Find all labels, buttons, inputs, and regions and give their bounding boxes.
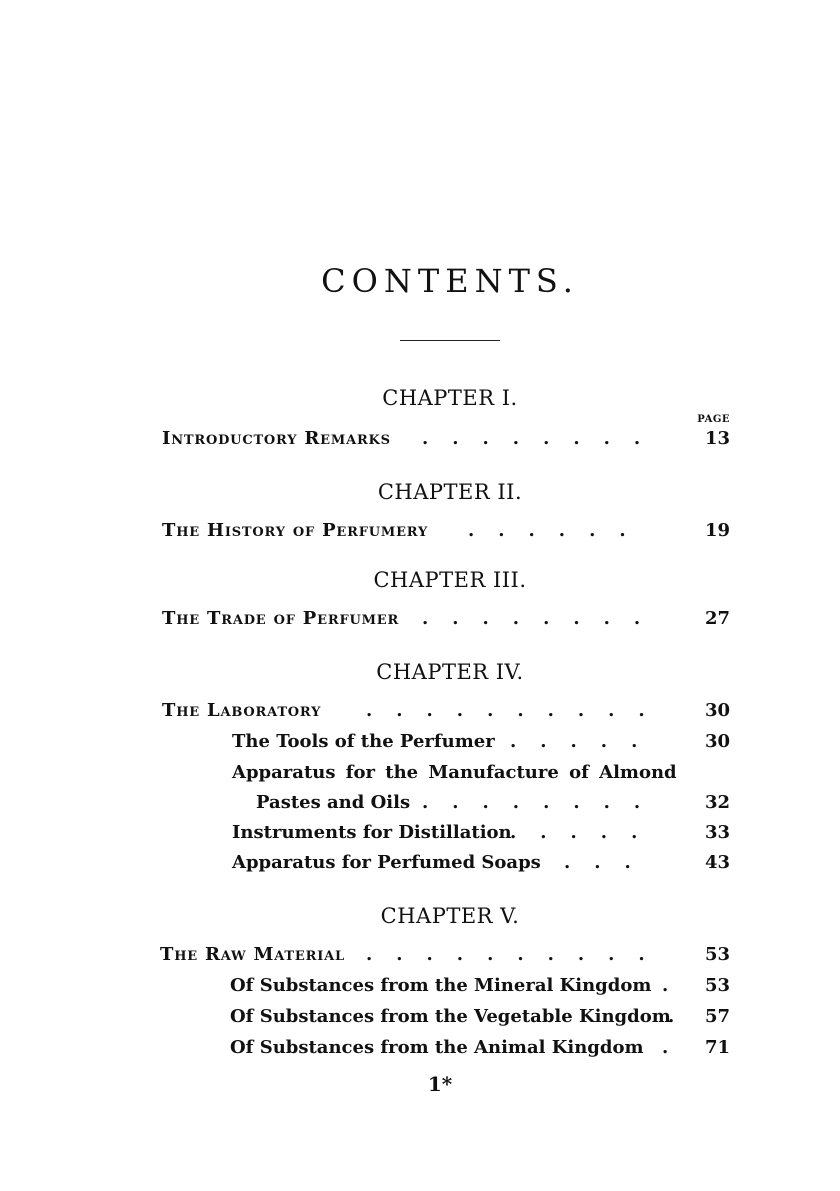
page-number: 30 — [704, 731, 730, 752]
chapter-2-title: CHAPTER II. — [377, 480, 523, 504]
page-column-label: PAGE — [697, 414, 730, 425]
page-number: 33 — [704, 822, 730, 843]
leader-dots: . — [662, 1037, 693, 1058]
entry-apparatus-soaps: Apparatus for Perfumed Soaps — [232, 852, 541, 873]
chapter-4-title: CHAPTER IV. — [376, 660, 524, 684]
page-number: 27 — [704, 608, 730, 629]
page-folio: 1* — [427, 1072, 453, 1096]
entry-apparatus-almond: Apparatus for the Manufacture of Almond — [232, 762, 677, 783]
leader-dots: ...... — [468, 520, 650, 541]
contents-heading: CONTENTS. — [321, 262, 579, 300]
entry-mineral-kingdom: Of Substances from the Mineral Kingdom — [230, 975, 652, 996]
leader-dots: ........ — [422, 792, 665, 813]
entry-vegetable-kingdom: Of Substances from the Vegetable Kingdom — [230, 1006, 671, 1027]
entry-history-of-perfumery — [162, 520, 428, 541]
page-number: 53 — [704, 944, 730, 965]
page-number: 53 — [704, 975, 730, 996]
leader-dots: ... — [564, 852, 655, 873]
entry-tools-of-perfumer: The Tools of the Perfumer — [232, 731, 495, 752]
leader-dots: ..... — [510, 731, 662, 752]
chapter-5-title: CHAPTER V. — [380, 904, 520, 928]
leader-dots: . — [668, 1006, 699, 1027]
page-number: 32 — [704, 792, 730, 813]
entry-introductory-remarks — [162, 428, 391, 449]
page-number: 71 — [704, 1037, 730, 1058]
entry-instruments-distillation: Instruments for Distillation — [232, 822, 512, 843]
entry-text: The Raw Material — [160, 944, 345, 965]
entry-text: The Laboratory — [162, 700, 322, 721]
leader-dots: ........ — [422, 608, 665, 629]
heading-rule — [400, 340, 500, 341]
entry-trade-of-perfumer — [162, 608, 399, 629]
page-number: 30 — [704, 700, 730, 721]
entry-animal-kingdom: Of Substances from the Animal Kingdom — [230, 1037, 644, 1058]
leader-dots: ..... — [510, 822, 662, 843]
page-number: 13 — [704, 428, 730, 449]
page-number: 57 — [704, 1006, 730, 1027]
leader-dots: .......... — [366, 700, 669, 721]
entry-raw-material — [160, 944, 345, 965]
leader-dots: . — [662, 975, 693, 996]
page-number: 19 — [704, 520, 730, 541]
chapter-1-title: CHAPTER I. — [382, 386, 518, 410]
entry-pastes-and-oils: Pastes and Oils — [256, 792, 411, 813]
page-number: 43 — [704, 852, 730, 873]
leader-dots: ........ — [422, 428, 665, 449]
entry-text: The History of Perfumery — [162, 520, 429, 541]
leader-dots: .......... — [366, 944, 669, 965]
entry-text: The Trade of Perfumer — [162, 608, 400, 629]
entry-laboratory — [162, 700, 321, 721]
chapter-3-title: CHAPTER III. — [373, 568, 527, 592]
entry-text: Introductory Remarks — [162, 428, 391, 449]
